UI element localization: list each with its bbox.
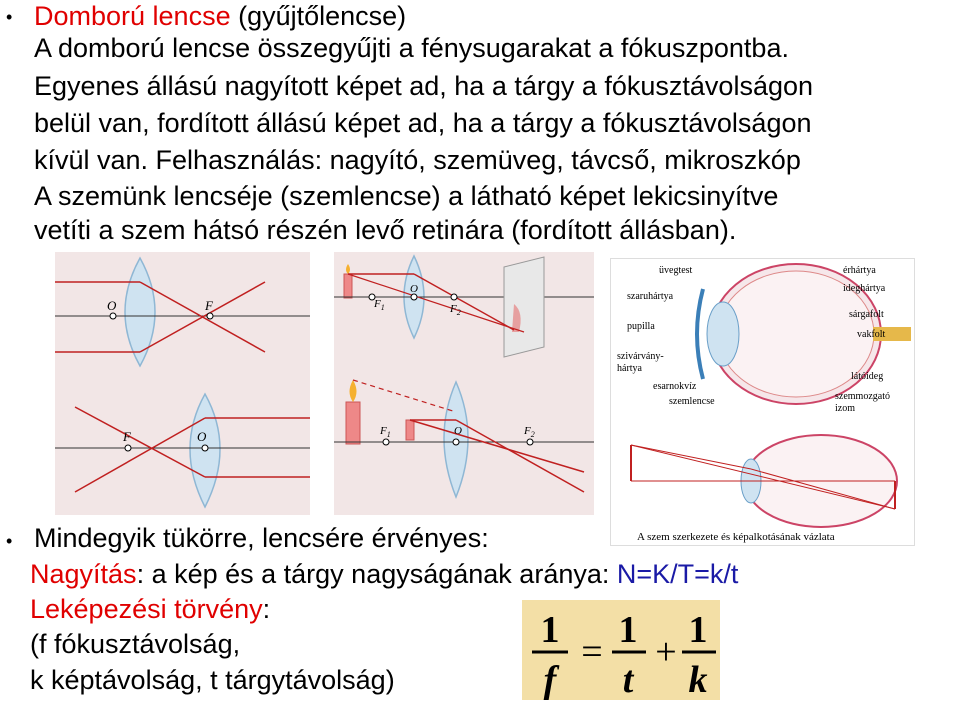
convex-lens-title: Domború lencse [34, 1, 231, 31]
eye-label-5: hártya [617, 363, 642, 374]
eye-label-12: látóideg [851, 371, 884, 382]
eye-label-6: esarnokvíz [653, 381, 697, 392]
eye-label-7: szemlencse [669, 396, 715, 407]
text-line-5: A szemünk lencséje (szemlencse) a látható képet lekicsinyítve [34, 181, 779, 211]
eye-label-8: érhártya [843, 265, 876, 276]
lens-diagram-left [55, 252, 310, 515]
magnification-formula: N=K/T=k/t [616, 559, 739, 589]
label-f1-bottom: $F_1$ [380, 425, 391, 439]
label-f-top: F [205, 298, 213, 313]
label-f1-top: $F_1$ [374, 298, 385, 312]
heading-general-rule: Mindegyik tükörre, lencsére érvényes: [34, 523, 489, 553]
eye-label-13: szemmozgató [835, 391, 890, 402]
eye-label-10: sárgafolt [849, 309, 884, 320]
convex-lens-subtitle: (gyűjtőlencse) [230, 1, 407, 31]
label-o-bottom: O [197, 429, 207, 444]
text-line-1: A domború lencse összegyűjti a fénysugarakat a fókuszpontba. [34, 33, 789, 63]
definitions-line-2: k képtávolság, t tárgytávolság) [30, 665, 395, 695]
label-f2-top: $F_2$ [450, 303, 461, 317]
equation-plus: + [655, 631, 677, 673]
magnification-text: : a kép és a tárgy nagyságának aránya: [136, 559, 617, 589]
magnification-label: Nagyítás [30, 559, 137, 589]
eye-label-11: vakfolt [857, 329, 886, 340]
imaging-law-colon: : [262, 594, 271, 624]
label-o-middle-top: O [410, 283, 418, 295]
bullet-icon: • [6, 531, 13, 551]
equation-numerator-3: 1 [688, 609, 708, 651]
label-f2-bottom: $F_2$ [524, 425, 535, 439]
text-line-6: vetíti a szem hátsó részén levő retinára (fordított állásban). [34, 215, 737, 245]
text-line-2: Egyenes állású nagyított képet ad, ha a tárgy a fókusztávolságon [34, 71, 814, 101]
lens-equation-box [522, 600, 720, 700]
eye-label-9: ideghártya [843, 283, 886, 294]
text-line-4: kívül van. Felhasználás: nagyító, szemüveg, távcső, mikroszkóp [34, 145, 801, 175]
lens-equation [522, 600, 720, 700]
bullet-icon: • [6, 7, 13, 27]
eye-caption: A szem szerkezete és képalkotásának vázlata [637, 531, 835, 543]
label-o-middle-bottom: O [454, 425, 462, 437]
eye-label-14: izom [835, 403, 855, 414]
lens-diagram-middle [334, 252, 594, 515]
eye-diagram [611, 259, 914, 545]
text-line-3: belül van, fordított állású képet ad, ha a tárgy a fókusztávolságon [34, 108, 812, 138]
equation-denominator-f: f [543, 659, 557, 700]
equation-denominator-k: k [688, 659, 708, 700]
definitions-line-1: (f fókusztávolság, [30, 629, 241, 659]
eye-label-4: szivárvány- [617, 351, 664, 362]
equation-equals: = [581, 631, 603, 673]
label-f-bottom: F [123, 429, 131, 444]
equation-numerator-2: 1 [618, 609, 638, 651]
equation-numerator-1: 1 [540, 609, 560, 651]
label-o-top: O [107, 298, 117, 313]
eye-label-1: üvegtest [659, 265, 693, 276]
lens-figure-left [55, 252, 310, 515]
equation-denominator-t: t [622, 659, 634, 700]
magnification-line [30, 558, 738, 590]
heading-convex-lens [34, 0, 406, 32]
imaging-law-label: Leképezési törvény [30, 594, 263, 624]
imaging-law-line [30, 593, 270, 625]
eye-figure [610, 258, 915, 546]
eye-label-2: szaruhártya [627, 291, 674, 302]
lens-figure-middle [334, 252, 594, 515]
eye-label-3: pupilla [627, 321, 655, 332]
